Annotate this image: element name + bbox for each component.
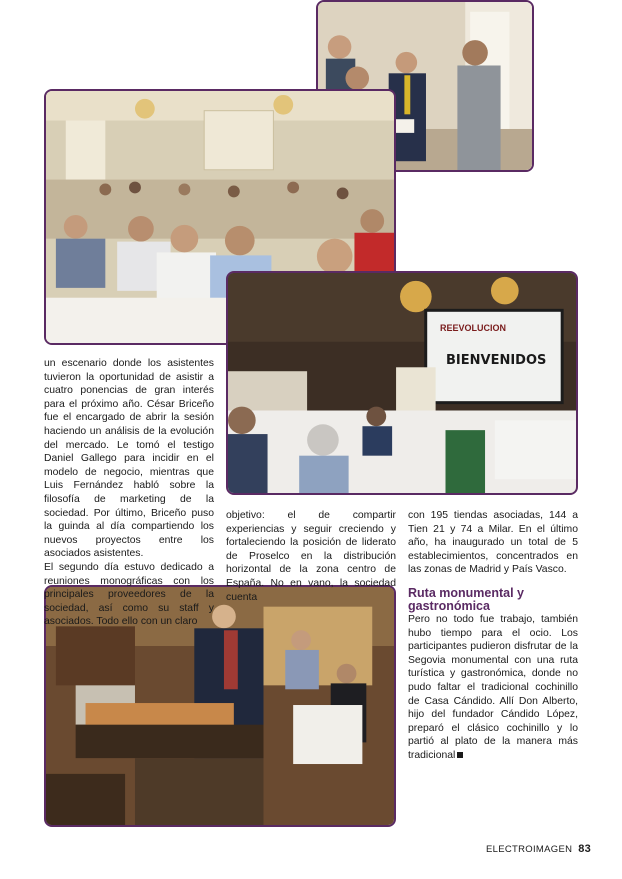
article-column-left: [44, 357, 214, 629]
page-number: 83: [578, 843, 592, 855]
publication-name: ELECTROIMAGEN: [486, 844, 573, 855]
article-column-middle: [226, 509, 396, 604]
article-column-right: [408, 509, 578, 763]
end-of-article-mark: [457, 752, 463, 758]
article-paragraph: con 195 tiendas asociadas, 144 a Tien 21 y 74 a Milar. En el último año, ha inaugurado un total de 5 establecimientos, concentrados en las zonas de Madrid y País Vasco.: [408, 510, 578, 576]
article-paragraph: un escenario donde los asistentes tuvieron la oportunidad de asistir a cuatro ponencias de gran interés para el próximo año. César Briceño fue el encargado de abrir la sesión haciendo un análisis de la evolución del mercado. Le tomó el testigo Daniel Gallego para incidir en el modelo de negocio, mientras que Luis Fernández habló sobre la filosofía de marketing de la sociedad. Por último, Briceño puso la guinda al día compartiendo los nuevos proyectos entre los asociados asistentes.: [44, 358, 214, 560]
article-paragraph: objetivo: el de compartir experiencias y seguir creciendo y fortaleciendo la posición de liderato de Proselco en la distribución horizontal de la zona centro de España. No en vano, la sociedad cuenta: [226, 510, 396, 603]
article-paragraph: El segundo día estuvo dedicado a reuniones monográficas con los principales proveedores de la sociedad, así como su staff y asociados. Todo ello con un claro: [44, 561, 214, 628]
section-heading: Ruta monumental y gastronómica: [408, 585, 524, 613]
article-paragraph: Pero no todo fue trabajo, también hubo tiempo para el ocio. Los participantes pudieron disfrutar de la Segovia monumental con una ruta turística y gastronómica, donde no pudo faltar el tradicional cochinillo de Casa Cándido. Allí Don Alberto, hijo del fundador Cándido López, preparó el clásico cochinillo y lo partió al plato de la manera más tradicional: [408, 613, 578, 761]
photo-conference-screen: [226, 271, 578, 495]
screen-title-reevolucion: REEVOLUCION: [440, 323, 507, 333]
screen-title-bienvenidos: BIENVENIDOS: [446, 353, 547, 368]
page-footer: [486, 843, 591, 855]
